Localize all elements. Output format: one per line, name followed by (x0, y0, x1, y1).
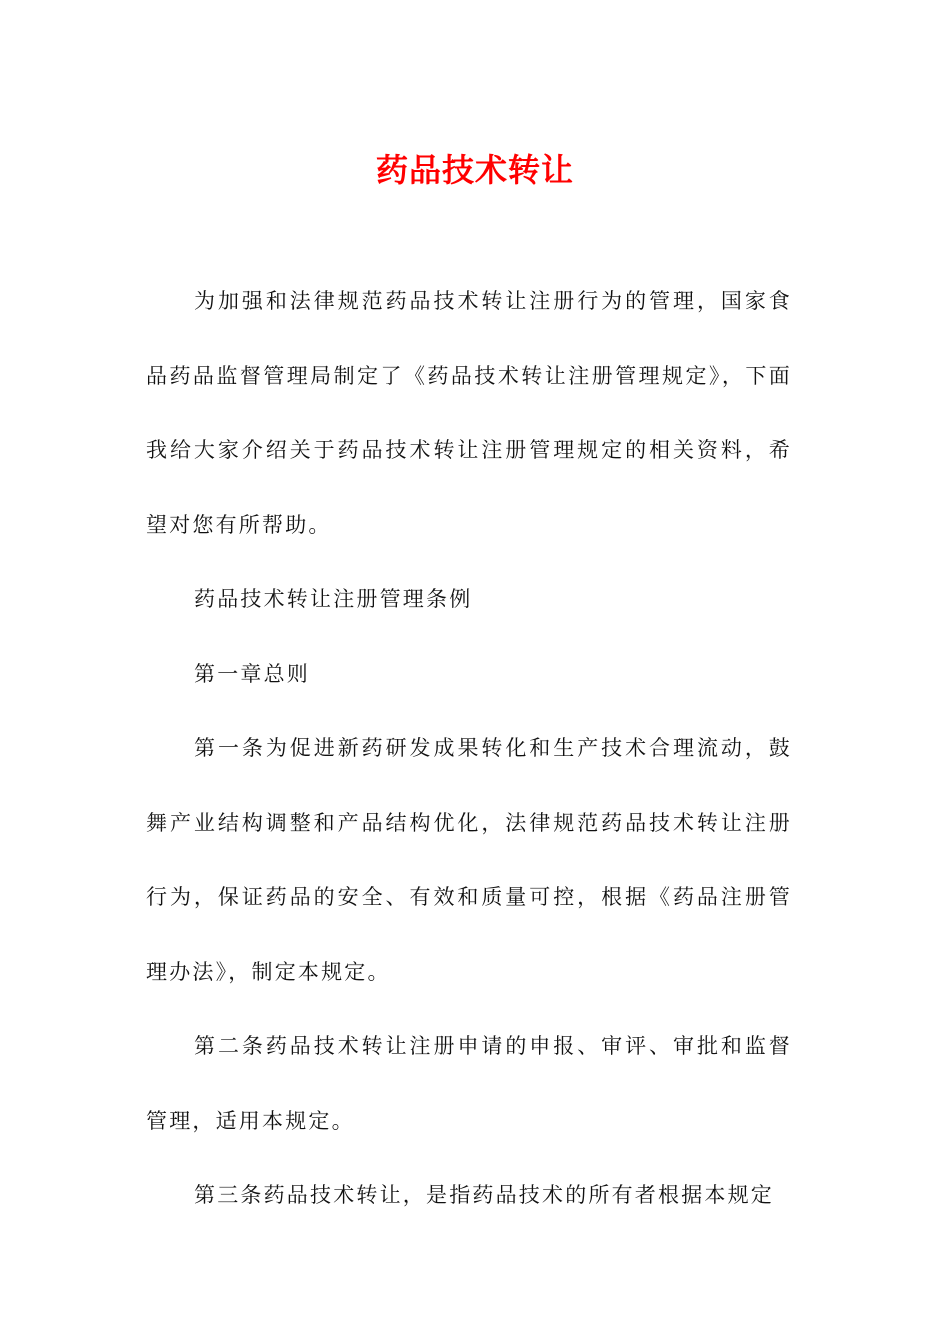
document-body (146, 264, 792, 1233)
paragraph-chapter-heading: 第一章总则 (194, 661, 310, 686)
paragraph-article-3: 第三条药品技术转让，是指药品技术的所有者根据本规定 (194, 1183, 774, 1207)
paragraph-article-1: 第一条为促进新药研发成果转化和生产技术合理流动，鼓舞产业结构调整和产品结构优化，法律规范药品技术转让注册行为，保证药品的安全、有效和质量可控，根据《药品注册管理办法》，制定本规定。 (146, 736, 792, 984)
paragraph-regulation-title: 药品技术转让注册管理条例 (194, 587, 473, 611)
paragraph-article-2: 第二条药品技术转让注册申请的申报、审评、审批和监督管理，适用本规定。 (146, 1034, 792, 1133)
paragraph-intro: 为加强和法律规范药品技术转让注册行为的管理，国家食品药品监督管理局制定了《药品技术转让注册管理规定》，下面我给大家介绍关于药品技术转让注册管理规定的相关资料，希望对您有所帮助。 (146, 289, 792, 537)
document-title: 药品技术转让 (375, 151, 574, 189)
